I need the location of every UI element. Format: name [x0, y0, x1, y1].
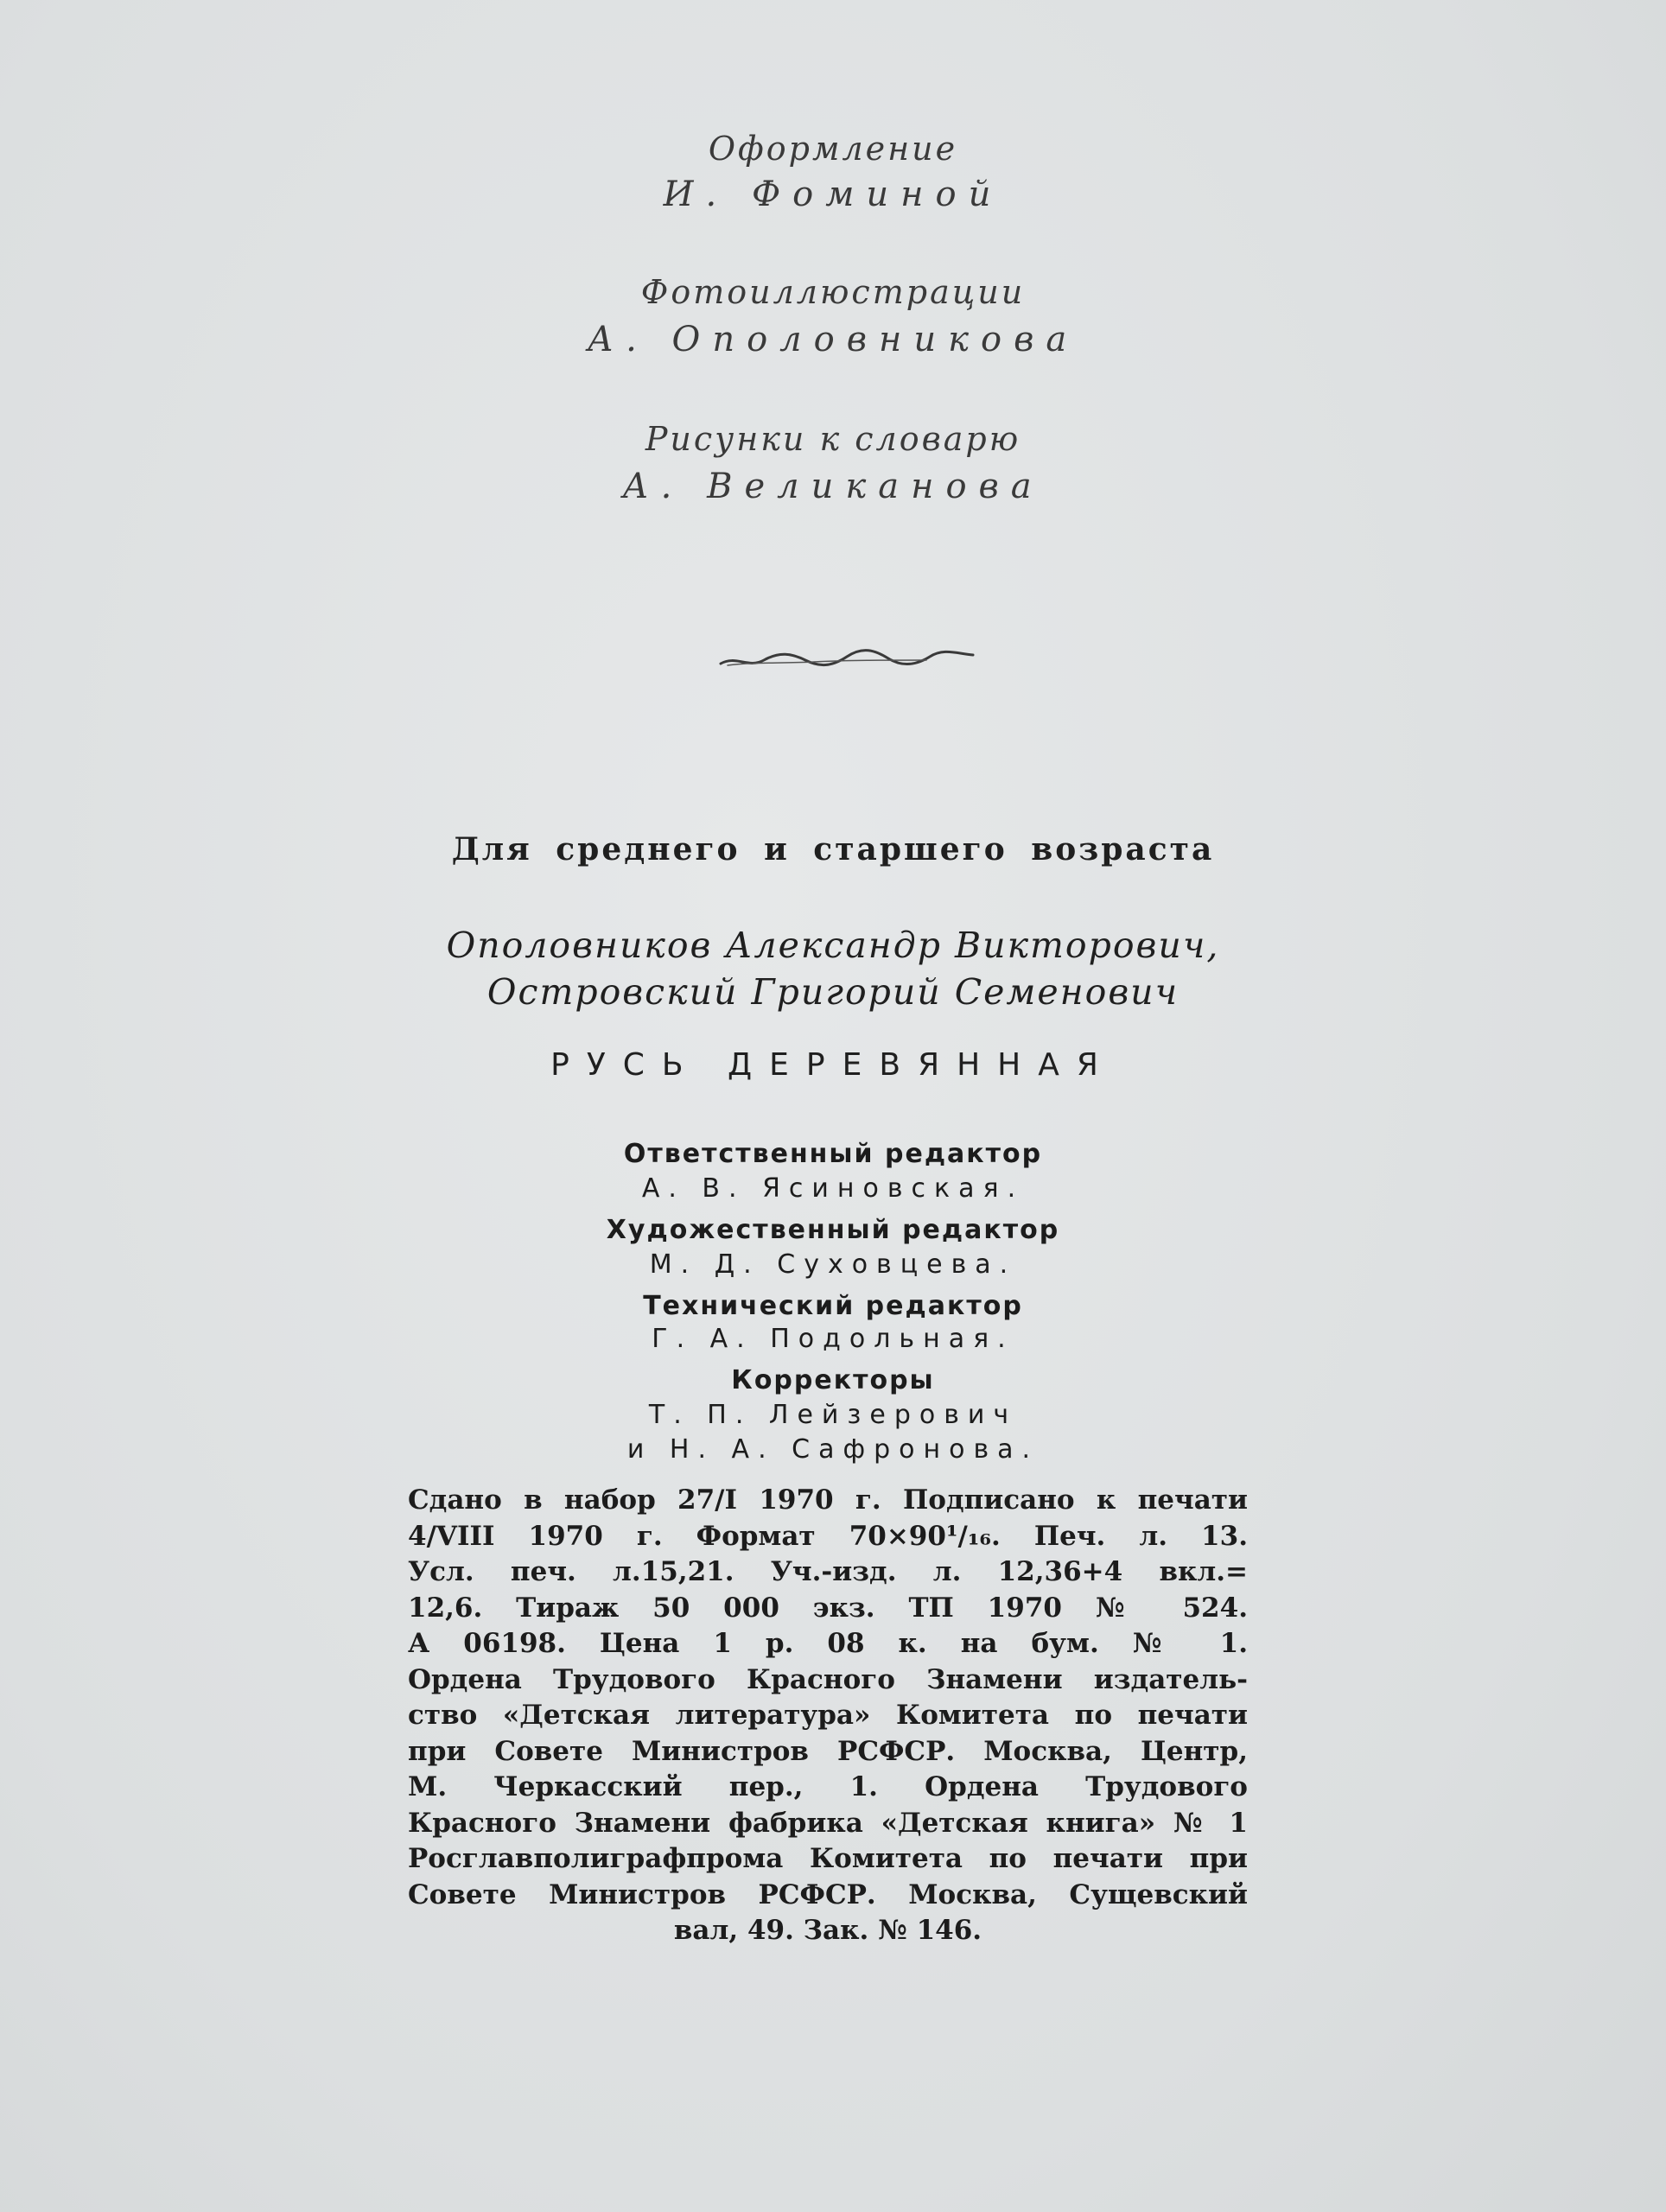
imprint-line: А 06198. Цена 1 р. 08 к. на бум. № 1.	[408, 1628, 1248, 1659]
imprint-line: Ордена Трудового Красного Знамени издатель-	[408, 1663, 1248, 1695]
credit-name: И. Фоминой	[663, 175, 1003, 214]
credit-name: А. Великанова	[622, 467, 1044, 506]
staff-person: Г. А. Подольная.	[652, 1324, 1014, 1354]
author-name: Островский Григорий Семенович	[486, 971, 1180, 1013]
imprint-line: Совете Министров РСФСР. Москва, Сущевский	[408, 1878, 1248, 1910]
wavy-ornament-divider	[719, 645, 975, 671]
staff-role: Художественный редактор	[606, 1215, 1060, 1245]
imprint-line: ство «Детская литература» Комитета по печати	[408, 1700, 1248, 1731]
staff-role: Корректоры	[731, 1365, 935, 1395]
imprint-line: Росглавполиграфпрома Комитета по печати при	[408, 1843, 1248, 1874]
imprint-line: Усл. печ. л.15,21. Уч.-изд. л. 12,36+4 вкл.=	[408, 1556, 1248, 1587]
staff-person: М. Д. Суховцева.	[649, 1249, 1017, 1280]
imprint-line: М. Черкасский пер., 1. Ордена Трудового	[408, 1771, 1248, 1802]
staff-role: Ответственный редактор	[623, 1139, 1043, 1169]
staff-person: Т. П. Лейзерович	[648, 1400, 1018, 1430]
imprint-line: при Совете Министров РСФСР. Москва, Центр,	[408, 1735, 1248, 1767]
book-title: РУСЬ ДЕРЕВЯННАЯ	[550, 1047, 1116, 1083]
staff-person: А. В. Ясиновская.	[641, 1173, 1025, 1204]
credit-name: А. Ополовникова	[587, 320, 1079, 359]
author-name: Ополовников Александр Викторович,	[446, 925, 1220, 966]
credit-role: Рисунки к словарю	[645, 420, 1021, 458]
imprint-line: Сдано в набор 27/I 1970 г. Подписано к печати	[408, 1484, 1248, 1516]
imprint-line: вал, 49. Зак. № 146.	[673, 1915, 982, 1946]
credit-role: Фотоиллюстрации	[640, 273, 1026, 311]
audience-label: Для среднего и старшего возраста	[451, 831, 1215, 868]
staff-person: и Н. А. Сафронова.	[626, 1434, 1040, 1465]
imprint-line: 4/VIII 1970 г. Формат 70×90¹/₁₆. Печ. л. 13.	[408, 1520, 1248, 1552]
imprint-line: 12,6. Тираж 50 000 экз. ТП 1970 № 524.	[408, 1592, 1248, 1624]
imprint-block	[408, 1483, 1248, 1949]
credit-role: Оформление	[708, 130, 958, 168]
imprint-line: Красного Знамени фабрика «Детская книга» № 1	[408, 1807, 1248, 1839]
staff-role: Технический редактор	[643, 1291, 1023, 1321]
